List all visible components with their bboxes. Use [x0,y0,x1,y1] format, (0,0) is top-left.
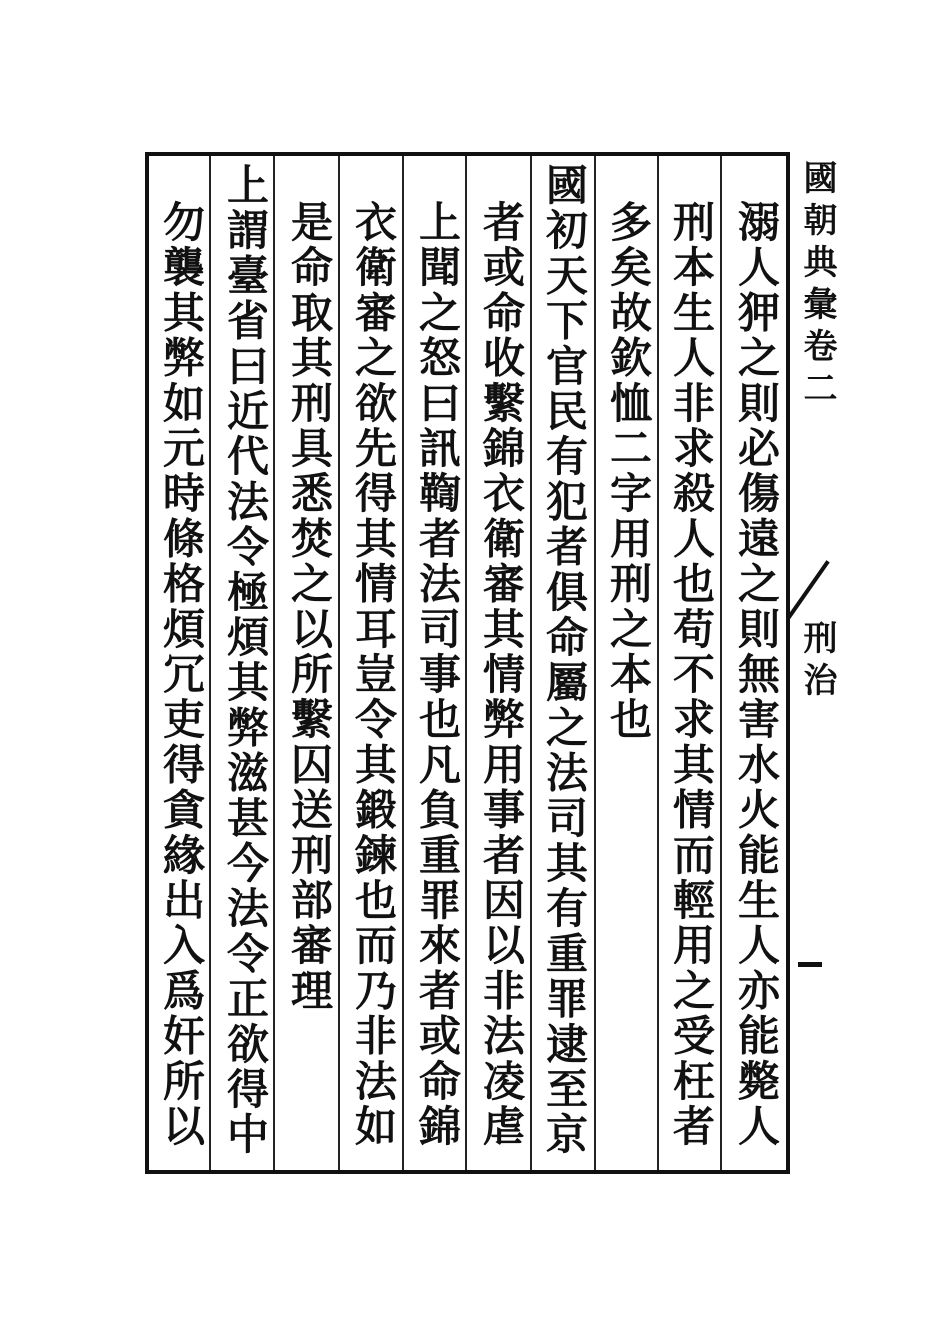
column-rule [402,156,404,1170]
column-rule [530,156,532,1170]
column-rule [465,156,467,1170]
margin-page-number [798,962,822,967]
text-column-1: 溺人狎之則必傷遠之則無害水火能生人亦能斃人 [732,200,781,1150]
text-column-6: 上聞之怒曰訊鞫者法司事也凡負重罪來者或命錦 [413,200,462,1150]
text-column-8: 是命取其刑具悉焚之以所繫囚送刑部審理 [285,200,334,1014]
text-column-3: 多矣故欽恤二字用刑之本也 [604,200,653,743]
frame-left-border [145,152,149,1174]
column-rule [338,156,340,1170]
margin-book-title: 國朝典彙卷二 [797,160,837,412]
column-rule [594,156,596,1170]
column-rule [273,156,275,1170]
text-column-2: 刑本生人非求殺人也苟不求其情而輕用之受枉者 [667,200,716,1150]
column-rule [720,156,722,1170]
text-column-5: 者或命收繫錦衣衛審其情弊用事者因以非法凌虐 [477,200,526,1150]
margin-divider-mark [786,560,829,620]
column-rule [209,156,211,1170]
column-rule [657,156,659,1170]
frame-top-border [145,152,790,156]
margin-section-title: 刑治 [797,620,837,704]
text-column-10: 勿襲其弊如元時條格煩冗吏得貪緣出入爲奸所以 [157,200,206,1150]
text-column-4: 國初天下官民有犯者俱命屬之法司其有重罪逮至京 [540,163,589,1158]
frame-bottom-border [145,1170,790,1174]
frame-right-border [786,152,790,1174]
text-column-9: 上謂臺省曰近代法令極煩其弊滋甚今法令正欲得中 [221,163,270,1158]
text-column-7: 衣衛審之欲先得其情耳豈令其鍛鍊也而乃非法如 [349,200,398,1150]
